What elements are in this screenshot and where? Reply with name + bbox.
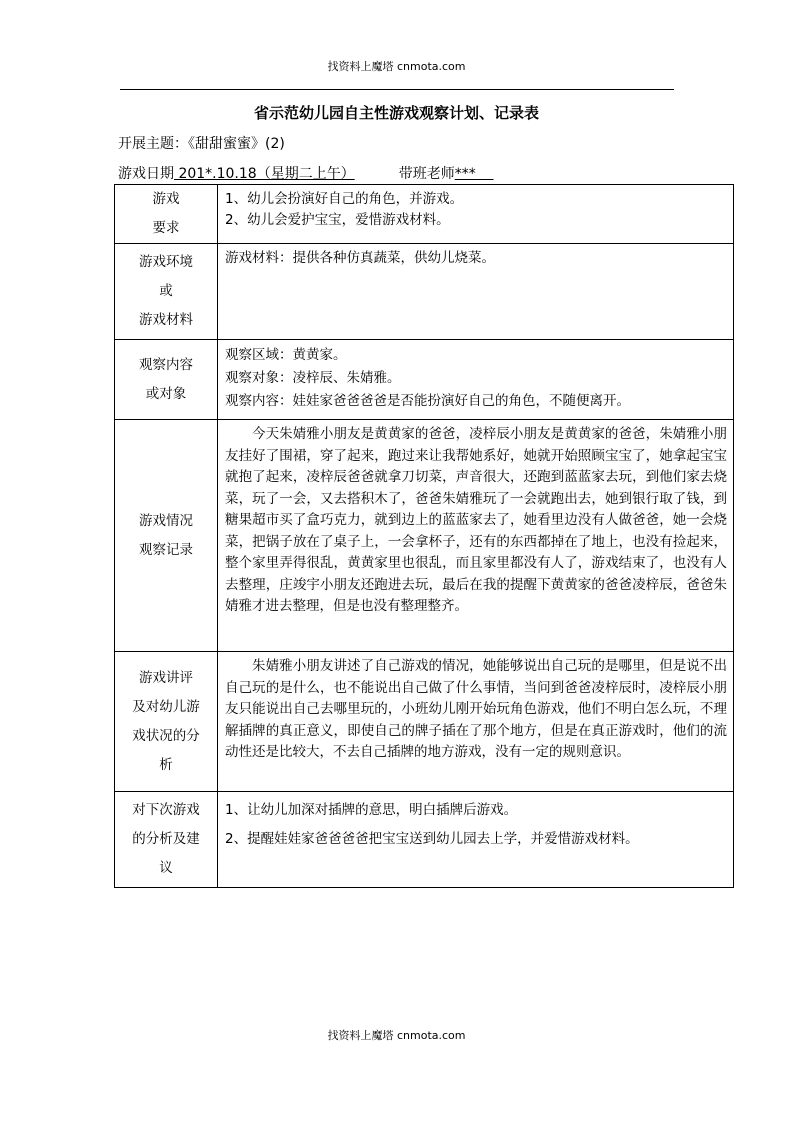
table-row [115,185,734,244]
row-content [218,652,734,792]
page-footer: 找资料上魔塔 cnmota.com [327,1029,466,1042]
analysis-paragraph: 朱婧雅小朋友讲述了自己游戏的情况，她能够说出自己玩的是哪里，但是说不出自己玩的是什么，也不能说出自己做了什么事情，当问到爸爸凌梓辰时，凌梓辰小朋友只能说出自己去哪里玩的，小班幼儿刚开始玩角色游戏，他们不明白怎么玩，不理解插牌的真正意义，即使自己的牌子插在了那个地方，但是在真正游戏时，他们的流动性还是比较大，不去自己插牌的地方游戏，没有一定的规则意识。 [225,658,727,760]
label-line: 游戏情况 [139,512,193,529]
content-line: 1、幼儿会扮演好自己的角色，并游戏。 [225,191,464,207]
label-line: 议 [159,860,173,876]
date-label: 游戏日期 [118,166,174,182]
content-line: 观察区域：黄黄家。 [225,347,347,363]
page-header: 找资料上魔塔 cnmota.com [327,60,466,73]
label-line: 要求 [152,220,180,236]
document-title: 省示范幼儿园自主性游戏观察计划、记录表 [253,104,539,122]
row-content [218,340,734,420]
content-line: 2、提醒娃娃家爸爸爸爸把宝宝送到幼儿园去上学，并爱惜游戏材料。 [225,831,639,847]
label-line: 析 [159,756,173,773]
label-line: 戏状况的分 [132,727,200,744]
table-row [115,244,734,340]
observation-table [114,184,734,888]
observation-paragraph: 今天朱婧雅小朋友是黄黄家的爸爸，凌梓辰小朋友是黄黄家的爸爸，朱婧雅小朋友挂好了围裙，穿了起来，跑过来让我帮她系好，她就开始照顾宝宝了，她拿起宝宝就抱了起来，凌梓辰爸爸就拿刀切菜，声音很大，还跑到蓝蓝家去玩，到他们家去烧菜，玩了一会，又去搭积木了，爸爸朱婧雅玩了一会就跑出去，她到银行取了钱，到糖果超市买了盒巧克力，就到边上的蓝蓝家去了，她看里边没有人做爸爸，她一会烧菜，把锅子放在了桌子上，一会拿杯子，还有的东西都掉在了地上，也没有捡起来，整个家里弄得很乱，黄黄家里也很乱，而且家里都没有人了，游戏结束了，也没有人去整理，庄竣宇小朋友还跑进去玩，最后在我的提醒下黄黄家的爸爸凌梓辰，爸爸朱婧雅才进去整理，但是也没有整理整齐。 [225,426,727,614]
label-line: 对下次游戏 [132,802,200,818]
content-line: 游戏材料：提供各种仿真蔬菜，供幼儿烧菜。 [225,250,495,266]
row-label [115,244,218,340]
row-content [218,244,734,340]
table-row [115,340,734,420]
label-line: 游戏 [152,191,180,207]
date-value: 201*.10.18（星期二上午） [174,166,355,182]
row-content [218,185,734,244]
row-label [115,340,218,420]
content-line: 1、让幼儿加深对插牌的意思，明白插牌后游戏。 [225,802,518,818]
table-row [115,792,734,888]
row-label [115,185,218,244]
label-line: 游戏讲评 [139,669,193,686]
row-content [218,792,734,888]
label-line: 观察内容 [139,356,193,373]
label-line: 或 [159,283,173,299]
content-line: 2、幼儿会爱护宝宝，爱惜游戏材料。 [225,212,450,228]
label-line: 或对象 [145,385,187,402]
row-label [115,420,218,652]
teacher-value: *** [454,166,476,182]
header-divider [120,89,674,90]
table-row [115,420,734,652]
label-line: 游戏环境 [139,254,193,270]
row-label [115,792,218,888]
date-line [118,163,494,183]
row-label [115,652,218,792]
content-line: 观察内容：娃娃家爸爸爸爸是否能扮演好自己的角色，不随便离开。 [225,393,630,409]
label-line: 游戏材料 [139,312,193,328]
table-row [115,652,734,792]
label-line: 的分析及建 [132,831,200,847]
row-content [218,420,734,652]
label-line: 及对幼儿游 [132,698,200,715]
teacher-label: 带班老师 [398,166,455,182]
label-line: 观察记录 [139,541,193,558]
content-line: 观察对象：凌梓辰、朱婧雅。 [225,370,401,386]
theme-line: 开展主题：《甜甜蜜蜜》(2) [118,136,285,152]
